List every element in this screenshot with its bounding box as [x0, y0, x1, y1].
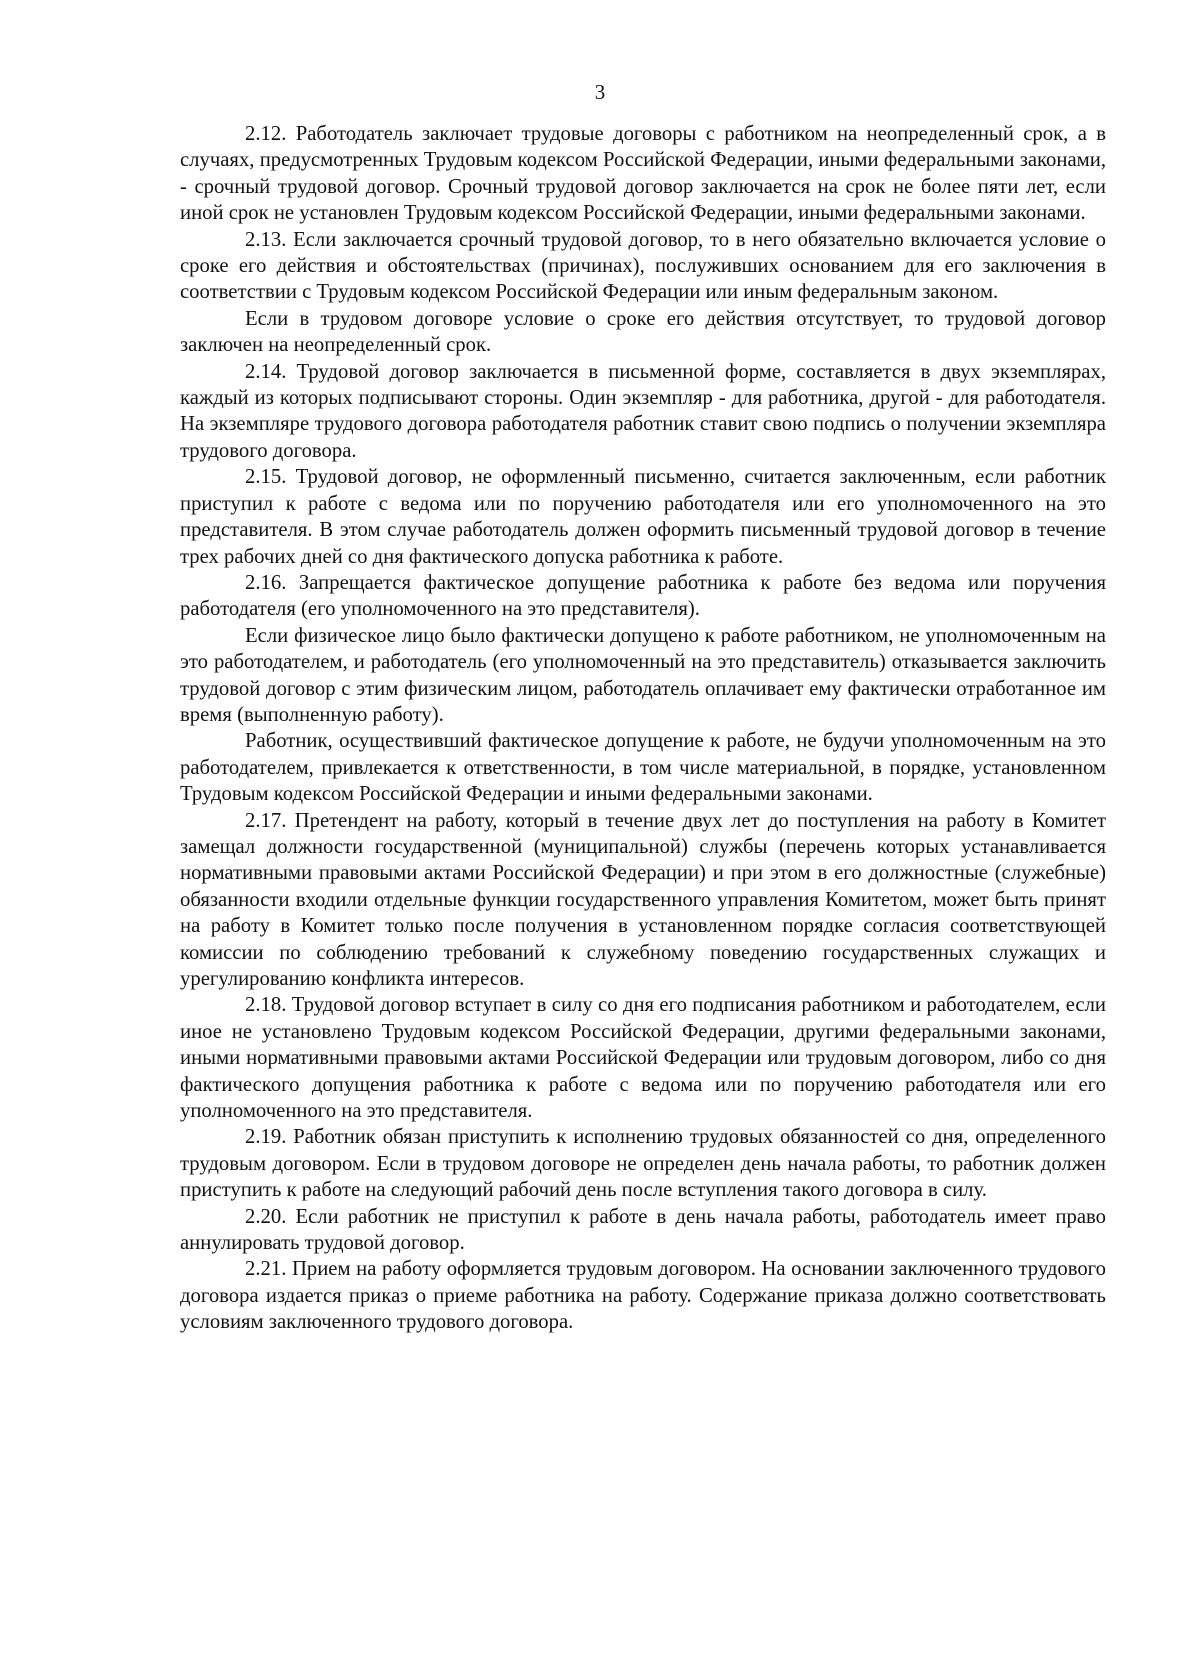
paragraph-2-15: 2.15. Трудовой договор, не оформленный письменно, считается заключенным, если работник приступил к работе с ведома или по поручению работодателя или его уполномоченного на это представителя. В этом случае работодатель должен оформить письменный трудовой договор в течение трех рабочих дней со дня фактического допуска работника к работе.: [180, 466, 1106, 568]
paragraph-2-21: 2.21. Прием на работу оформляется трудовым договором. На основании заключенного трудового договора издается приказ о приеме работника на работу. Содержание приказа должно соответствовать условиям заключенного трудового договора.: [180, 1258, 1106, 1334]
paragraph-2-14: 2.14. Трудовой договор заключается в письменной форме, составляется в двух экземплярах, каждый из которых подписывают стороны. Один экземпляр - для работника, другой - для работодателя. На экземпляре трудового договора работодателя работник ставит свою подпись о получении экземпляра трудового договора.: [180, 360, 1106, 462]
paragraph-2-16-payment: Если физическое лицо было фактически допущено к работе работником, не уполномоченным на это работодателем, и работодатель (его уполномоченный на это представитель) отказывается заключить трудовой договор с этим физическим лицом, работодатель оплачивает ему фактически отработанное им время (выполненную работу).: [180, 624, 1106, 726]
paragraph-2-18: 2.18. Трудовой договор вступает в силу со дня его подписания работником и работодателем, если иное не установлено Трудовым кодексом Российской Федерации, другими федеральными законами, иными нормативными правовыми актами Российской Федерации или трудовым договором, либо со дня фактического допущения работника к работе с ведома или по поручению работодателя или его уполномоченного на это представителя.: [180, 994, 1106, 1123]
paragraph-2-13-term-absent: Если в трудовом договоре условие о сроке его действия отсутствует, то трудовой договор заключен на неопределенный срок.: [180, 307, 1106, 357]
paragraph-2-13: 2.13. Если заключается срочный трудовой договор, то в него обязательно включается условие о сроке его действия и обстоятельствах (причинах), послуживших основанием для его заключения в соответствии с Трудовым кодексом Российской Федерации или иным федеральным законом.: [180, 228, 1106, 304]
paragraph-2-12: 2.12. Работодатель заключает трудовые договоры с работником на неопределенный срок, а в случаях, предусмотренных Трудовым кодексом Российской Федерации, иными федеральными законами, - срочный трудовой договор. Срочный трудовой договор заключается на срок не более пяти лет, если иной срок не установлен Трудовым кодексом Российской Федерации, иными федеральными законами.: [180, 123, 1106, 225]
paragraph-2-17: 2.17. Претендент на работу, который в течение двух лет до поступления на работу в Комитет замещал должности государственной (муниципальной) службы (перечень которых устанавливается нормативными правовыми актами Российской Федерации) и при этом в его должностные (служебные) обязанности входили отдельные функции государственного управления Комитетом, может быть принят на работу в Комитет только после получения в установленном порядке согласия соответствующей комиссии по соблюдению требований к служебному поведению государственных служащих и урегулированию конфликта интересов.: [180, 809, 1106, 990]
document-body: [180, 121, 1106, 1336]
paragraph-2-19: 2.19. Работник обязан приступить к исполнению трудовых обязанностей со дня, определенного трудовым договором. Если в трудовом договоре не определен день начала работы, то работник должен приступить к работе на следующий рабочий день после вступления такого договора в силу.: [180, 1126, 1106, 1202]
page-number: 3: [594, 80, 606, 104]
paragraph-2-16-liability: Работник, осуществивший фактическое допущение к работе, не будучи уполномоченным на это работодателем, привлекается к ответственности, в том числе материальной, в порядке, установленном Трудовым кодексом Российской Федерации и иными федеральными законами.: [180, 730, 1106, 806]
paragraph-2-16: 2.16. Запрещается фактическое допущение работника к работе без ведома или поручения работодателя (его уполномоченного на это представителя).: [180, 571, 1106, 621]
paragraph-2-20: 2.20. Если работник не приступил к работе в день начала работы, работодатель имеет право аннулировать трудовой договор.: [180, 1205, 1106, 1255]
